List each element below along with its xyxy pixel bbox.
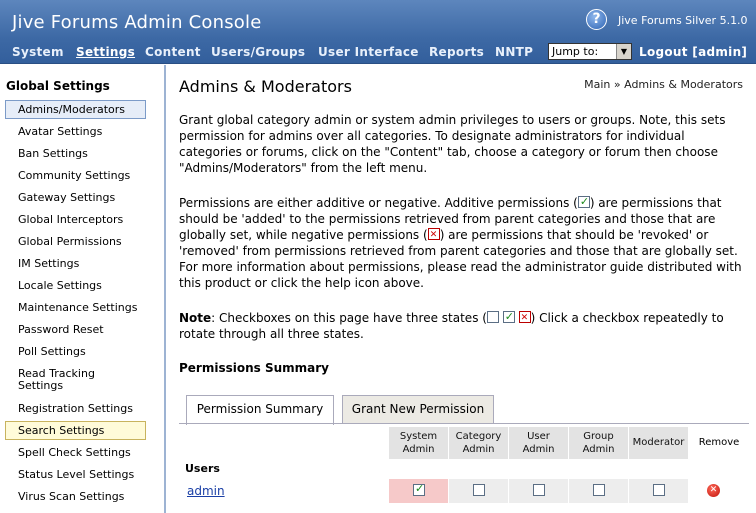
note-label: Note [179, 311, 212, 325]
additive-checkbox-icon [578, 196, 590, 208]
remove-icon[interactable]: ✕ [707, 484, 720, 497]
sidebar-item-virus-scan-settings[interactable]: Virus Scan Settings [18, 490, 125, 503]
group-admin-checkbox[interactable] [593, 484, 605, 496]
users-group-label: Users [185, 462, 220, 475]
sidebar-item-password-reset[interactable]: Password Reset [18, 323, 104, 336]
tab-permission-summary[interactable]: Permission Summary [186, 395, 334, 425]
product-version: Jive Forums Silver 5.1.0 [618, 14, 748, 27]
col-user-admin: User Admin [509, 427, 569, 459]
sidebar-item-community-settings[interactable]: Community Settings [18, 169, 131, 182]
help-icon[interactable]: ? [586, 9, 607, 30]
app-title: Jive Forums Admin Console [12, 12, 262, 33]
page-title: Admins & Moderators [179, 77, 352, 96]
col-group-admin: Group Admin [569, 427, 629, 459]
cross-checkbox-icon [519, 311, 531, 323]
sidebar-item-global-permissions[interactable]: Global Permissions [18, 235, 122, 248]
tab-panel-border [179, 423, 749, 424]
category-admin-checkbox[interactable] [473, 484, 485, 496]
table-row [179, 479, 749, 503]
nav-nntp[interactable]: NNTP [495, 45, 534, 59]
note-text-2: ) Click a checkbox repeatedly to rotate through all three states. [179, 311, 724, 341]
sidebar-item-spell-check-settings[interactable]: Spell Check Settings [18, 446, 131, 459]
nav-settings[interactable]: Settings [76, 45, 136, 59]
user-admin-checkbox[interactable] [533, 484, 545, 496]
sidebar-item-im-settings[interactable]: IM Settings [18, 257, 80, 270]
sidebar-item-global-interceptors[interactable]: Global Interceptors [18, 213, 124, 226]
empty-checkbox-icon [487, 311, 499, 323]
sidebar-heading: Global Settings [6, 79, 110, 93]
sidebar [0, 65, 166, 513]
sidebar-item-search-settings[interactable]: Search Settings [5, 421, 146, 440]
nav-users-groups[interactable]: Users/Groups [211, 45, 306, 59]
sidebar-item-registration-settings[interactable]: Registration Settings [18, 402, 133, 415]
logout-link[interactable]: Logout [admin] [639, 45, 748, 59]
nav-reports[interactable]: Reports [429, 45, 485, 59]
note-text-1: : Checkboxes on this page have three states ( [211, 311, 487, 325]
jump-to-select[interactable] [548, 43, 632, 60]
cell-user-admin [509, 479, 569, 503]
header [0, 0, 756, 64]
chevron-down-icon[interactable]: ▼ [616, 44, 631, 59]
section-title: Permissions Summary [179, 361, 330, 375]
col-moderator: Moderator [629, 427, 689, 459]
sidebar-item-avatar-settings[interactable]: Avatar Settings [18, 125, 103, 138]
note-text [179, 310, 745, 342]
tab-grant-new-permission[interactable]: Grant New Permission [342, 395, 494, 423]
col-system-admin: System Admin [389, 427, 449, 459]
sidebar-item-read-tracking-settings[interactable]: Read Tracking Settings [18, 367, 95, 392]
system-admin-checkbox[interactable] [413, 484, 425, 496]
col-category-admin: Category Admin [449, 427, 509, 459]
nav-content[interactable]: Content [145, 45, 201, 59]
jump-to-value: Jump to: [552, 45, 599, 58]
sidebar-item-poll-settings[interactable]: Poll Settings [18, 345, 86, 358]
cell-category-admin [449, 479, 509, 503]
perm-text-3: ) are permissions that should be 'revoked' or 'removed' from permissions retrieved from parent categories and those that are globally set. For more information about permissions, please read the administrator guide distributed with this product or click the help icon above. [179, 228, 742, 290]
sidebar-item-gateway-settings[interactable]: Gateway Settings [18, 191, 116, 204]
negative-checkbox-icon [428, 228, 440, 240]
sidebar-item-locale-settings[interactable]: Locale Settings [18, 279, 102, 292]
sidebar-item-maintenance-settings[interactable]: Maintenance Settings [18, 301, 138, 314]
cell-moderator [629, 479, 689, 503]
breadcrumb: Main » Admins & Moderators [584, 78, 743, 91]
user-link-admin[interactable]: admin [187, 484, 225, 498]
moderator-checkbox[interactable] [653, 484, 665, 496]
col-remove: Remove [698, 437, 740, 448]
sidebar-item-admins-moderators[interactable]: Admins/Moderators [5, 100, 146, 119]
cell-group-admin [569, 479, 629, 503]
cell-system-admin [389, 479, 449, 503]
nav-user-interface[interactable]: User Interface [318, 45, 419, 59]
permissions-explanation [179, 195, 745, 291]
check-checkbox-icon [503, 311, 515, 323]
intro-text: Grant global category admin or system admin privileges to users or groups. Note, this sets permission for admins over all categories. To designate administrators for individual categories or forums, click on the "Content" tab, choose a category or forum then choose "Admins/Moderators" from the left menu. [179, 113, 726, 175]
sidebar-item-status-level-settings[interactable]: Status Level Settings [18, 468, 135, 481]
nav-system[interactable]: System [12, 45, 64, 59]
perm-text-2: ) are permissions that should be 'added' to the permissions retrieved from parent categories and those that are globally set, while negative permissions ( [179, 196, 722, 242]
perm-text-1: Permissions are either additive or negative. Additive permissions ( [179, 196, 578, 210]
sidebar-item-ban-settings[interactable]: Ban Settings [18, 147, 88, 160]
